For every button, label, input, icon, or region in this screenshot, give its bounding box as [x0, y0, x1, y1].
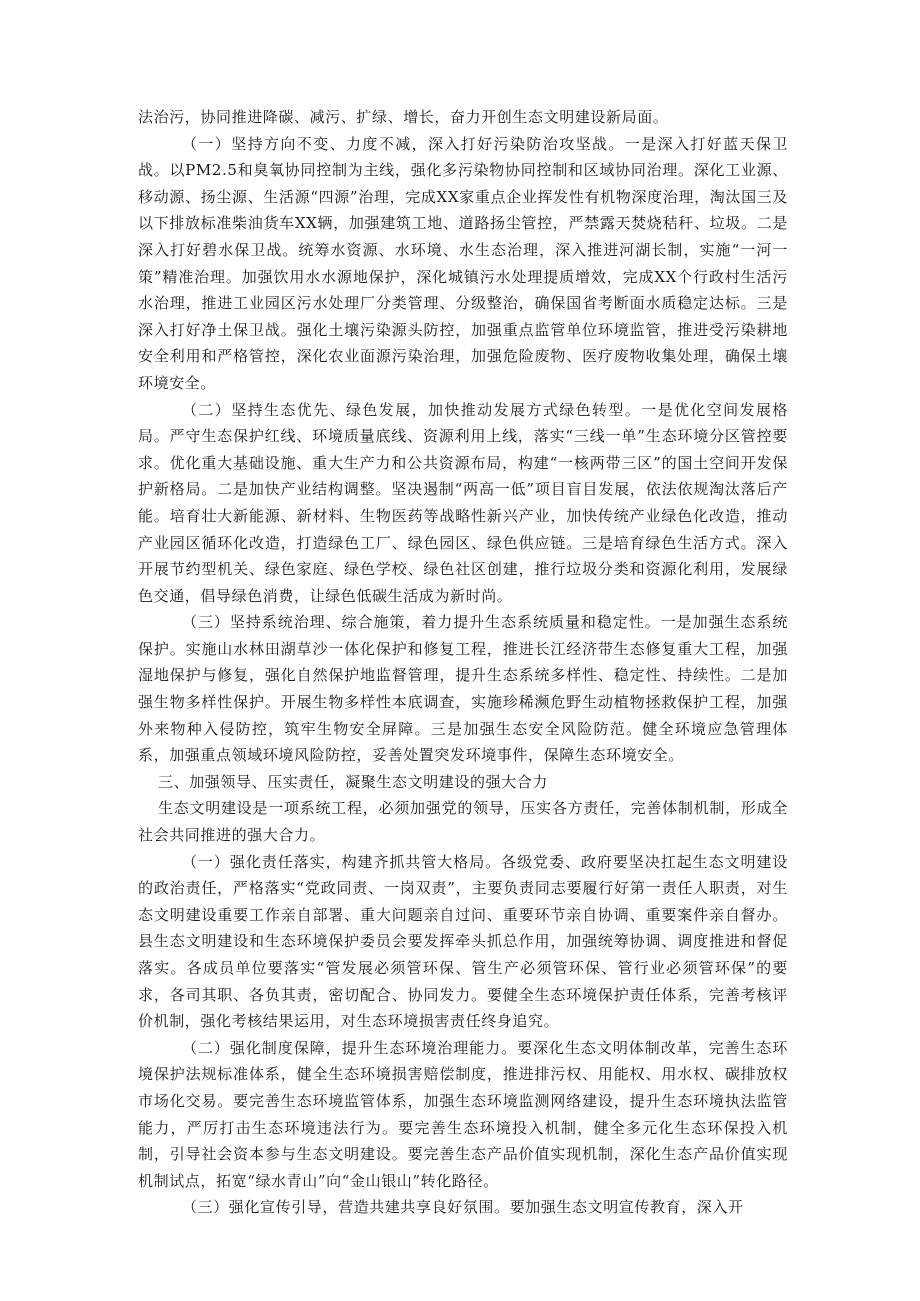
paragraph-section-3-1: （一）强化责任落实，构建齐抓共管大格局。各级党委、政府要坚决扛起生态文明建设的政治责任，严格落实“党政同责、一岗双责”，主要负责同志要履行好第一责任人职责，对生态文明建设重要工作亲自部署、重大问题亲自过问、重要环节亲自协调、重要案件亲自督办。县生态文明建设和生态环境保护委员会要发挥牵头抓总作用，加强统筹协调、调度推进和督促落实。各成员单位要落实“管发展必须管环保、管生产必须管环保、管行业必须管环保”的要求，各司其职、各负其责，密切配合、协同发力。要健全生态环境保护责任体系，完善考核评价机制，强化考核结果运用，对生态环境损害责任终身追究。: [138, 852, 788, 1031]
section-3-intro: 生态文明建设是一项系统工程，必须加强党的领导，压实各方责任，完善体制机制，形成全社会共同推进的强大合力。: [138, 799, 788, 845]
paragraph-section-3-3: （三）强化宣传引导，营造共建共享良好氛围。要加强生态文明宣传教育，深入开: [182, 1198, 744, 1217]
section-3-heading: 三、加强领导、压实责任，凝聚生态文明建设的强大合力: [158, 772, 549, 791]
paragraph-section-2-1: （一）坚持方向不变、力度不减，深入打好污染防治攻坚战。一是深入打好蓝天保卫战。以PM2.5和臭氧协同控制为主线，强化多污染物协同控制和区域协同治理。深化工业源、移动源、扬尘源、生活源“四源”治理，完成XX家重点企业挥发性有机物深度治理，淘汰国三及以下排放标准柴油货车XX辆，加强建筑工地、道路扬尘管控，严禁露天焚烧秸秆、垃圾。二是深入打好碧水保卫战。统筹水资源、水环境、水生态治理，深入推进河湖长制，实施“一河一策”精准治理。加强饮用水水源地保护，深化城镇污水处理提质增效，完成XX个行政村生活污水治理，推进工业园区污水处理厂分类管理、分级整治，确保国省考断面水质稳定达标。三是深入打好净土保卫战。强化土壤污染源头防控，加强重点监管单位环境监管，推进受污染耕地安全利用和严格管控，深化农业面源污染治理，加强危险废物、医疗废物收集处理，确保土壤环境安全。: [138, 134, 788, 392]
paragraph-section-2-3: （三）坚持系统治理、综合施策，着力提升生态系统质量和稳定性。一是加强生态系统保护。实施山水林田湖草沙一体化保护和修复工程，推进长江经济带生态修复重大工程，加强湿地保护与修复，强化自然保护地监督管理，提升生态系统多样性、稳定性、持续性。二是加强生物多样性保护。开展生物多样性本底调查，实施珍稀濒危野生动植物拯救保护工程，加强外来物种入侵防控，筑牢生物安全屏障。三是加强生态安全风险防范。健全环境应急管理体系，加强重点领域环境风险防控，妥善处置突发环境事件，保障生态环境安全。: [138, 613, 788, 765]
paragraph-section-3-2: （二）强化制度保障，提升生态环境治理能力。要深化生态文明体制改革，完善生态环境保护法规标准体系，健全生态环境损害赔偿制度，推进排污权、用能权、用水权、碳排放权市场化交易。要完善生态环境监管体系，加强生态环境监测网络建设，提升生态环境执法监管能力，严厉打击生态环境违法行为。要完善生态环境投入机制，健全多元化生态环保投入机制，引导社会资本参与生态文明建设。要完善生态产品价值实现机制，深化生态产品价值实现机制试点，拓宽“绿水青山”向“金山银山”转化路径。: [138, 1038, 788, 1190]
document-body: [138, 104, 788, 1221]
paragraph-section-2-2: （二）坚持生态优先、绿色发展，加快推动发展方式绿色转型。一是优化空间发展格局。严守生态保护红线、环境质量底线、资源利用上线，落实“三线一单”生态环境分区管控要求。优化重大基础设施、重大生产力和公共资源布局，构建“一核两带三区”的国土空间开发保护新格局。二是加快产业结构调整。坚决遏制“两高一低”项目盲目发展，依法依规淘汰落后产能。培育壮大新能源、新材料、生物医药等战略性新兴产业，加快传统产业绿色化改造，推动产业园区循环化改造，打造绿色工厂、绿色园区、绿色供应链。三是培育绿色生活方式。深入开展节约型机关、绿色家庭、绿色学校、绿色社区创建，推行垃圾分类和资源化利用，发展绿色交通，倡导绿色消费，让绿色低碳生活成为新时尚。: [138, 400, 788, 605]
paragraph-continuation: 法治污，协同推进降碳、减污、扩绿、增长，奋力开创生态文明建设新局面。: [138, 108, 669, 126]
